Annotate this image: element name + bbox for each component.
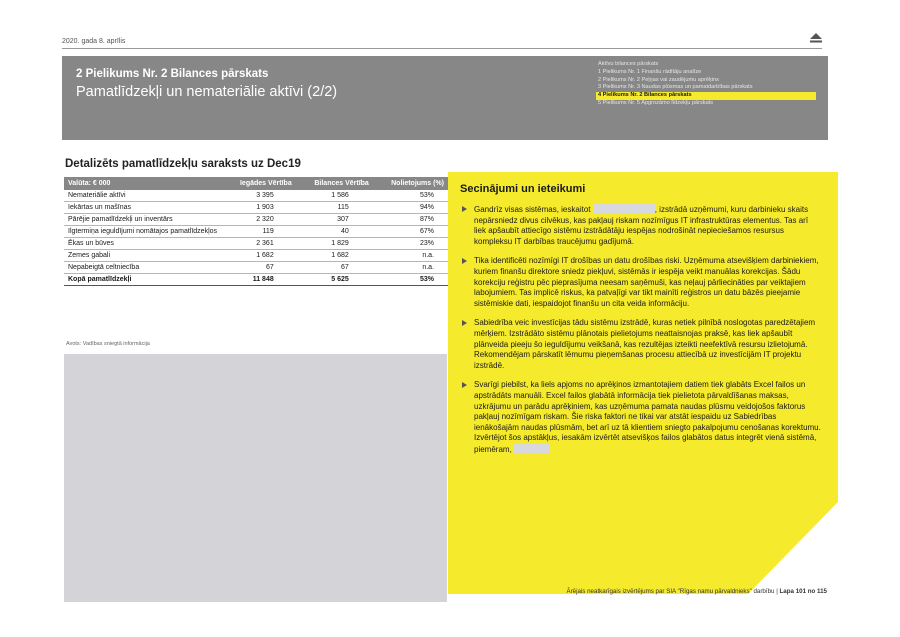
acquisition-value: 119 xyxy=(222,226,296,238)
header-subtitle: 2 Pielikums Nr. 2 Bilances pārskats xyxy=(76,68,269,80)
table-row xyxy=(64,190,448,202)
balance-value: 307 xyxy=(296,214,373,226)
conclusions-title: Secinājumi un ieteikumi xyxy=(460,183,586,195)
row-label: Nepabeigtā celtniecība xyxy=(64,262,222,274)
total-acquisition: 11 848 xyxy=(222,274,296,286)
table-title: Detalizēts pamatlīdzekļu saraksts uz Dec19 xyxy=(65,158,301,170)
section-toc xyxy=(596,61,816,108)
conclusion-text: Sabiedrība veic investīcijas tādu sistēmu izstrādē, kuras netiek pilnībā noslogotas paredzētajiem mērķiem. Izstrādāto sistēmu plānotais pielietojums neattaisnojas praksē, kas liek apšaubīt plānveida pieeju šo ieguldījumu veikšanā, kas rezultējas izteikti neefektīvā resursu izlietojumā. Rekomendējam pārskatīt lēmumu pieņemšanas procesu attiecībā uz investīcijām IT projektu izstrādē. xyxy=(474,318,816,370)
triangle-bullet-icon xyxy=(462,258,467,264)
total-depreciation: 53% xyxy=(373,274,448,286)
row-label: Ilgtermiņa ieguldījumi nomātajos pamatlīdzekļos xyxy=(64,226,222,238)
balance-value: 67 xyxy=(296,262,373,274)
row-label: Zemes gabali xyxy=(64,250,222,262)
conclusion-item xyxy=(460,204,822,247)
balance-value: 1 586 xyxy=(296,190,373,202)
total-label: Kopā pamatlīdzekļi xyxy=(64,274,222,286)
column-header-currency: Valūta: € 000 xyxy=(64,177,222,190)
depreciation-value: 67% xyxy=(373,226,448,238)
up-arrow-icon[interactable] xyxy=(809,31,823,45)
page-footer: Ārējais neatkarīgais izvērtējums par SIA "Rīgas namu pārvaldnieks" darbību | Lapa 101 no 115 xyxy=(566,588,827,595)
acquisition-value: 1 903 xyxy=(222,202,296,214)
depreciation-value: 94% xyxy=(373,202,448,214)
table-row xyxy=(64,238,448,250)
table-source: Avots: Vadības sniegtā informācija xyxy=(66,341,150,347)
depreciation-value: n.a. xyxy=(373,262,448,274)
image-placeholder xyxy=(64,354,447,602)
toc-item[interactable]: 3 Pielikums Nr. 3 Naudas plūsmas un pamatdarbības pārskats xyxy=(598,84,753,91)
acquisition-value: 2 361 xyxy=(222,238,296,250)
redacted-block xyxy=(514,444,550,453)
row-label: Ēkas un būves xyxy=(64,238,222,250)
acquisition-value: 2 320 xyxy=(222,214,296,226)
top-divider xyxy=(62,48,822,49)
conclusion-text: , izstrādā uzņēmumi, kuru darbinieku skaits nepārsniedz divus cilvēkus, kas pakļauj riskam nozīmīgus IT infrastruktūras elementus. Tas arī liek apšaubīt attiecīgo sistēmu izstrādātāju iespējas nodrošināt nepieciešamos resursus kompleksu IT darbības traucējumu gadījumā. xyxy=(474,205,809,246)
table-row xyxy=(64,262,448,274)
conclusion-item xyxy=(460,380,822,455)
table-row xyxy=(64,226,448,238)
conclusion-item xyxy=(460,318,822,371)
conclusion-item xyxy=(460,256,822,309)
total-balance: 5 625 xyxy=(296,274,373,286)
redacted-block xyxy=(593,204,655,213)
acquisition-value: 1 682 xyxy=(222,250,296,262)
row-label: Pārējie pamatlīdzekļi un inventārs xyxy=(64,214,222,226)
conclusion-text: Tika identificēti nozīmīgi IT drošības un datu drošības riski. Uzņēmuma atsevišķiem darbiniekiem, kuriem finanšu direktore sniedz piekļuvi, sistēmās ir iespēja veikt manuālas korekcijas. Šādu korekciju reģistru pēc pieprasījuma neesam saņēmuši, kas neļauj pārliecināties par veiktajiem labojumiem. Tas implicē riskus, ka patvaļīgi var tikt mainīti reģistros un datu bāzēs pieejamie sistēmiskie dati, iespaidojot finanšu un cita veida informāciju. xyxy=(474,256,819,308)
report-date: 2020. gada 8. aprīlis xyxy=(62,38,126,45)
conclusion-text: Svarīgi piebilst, ka liels apjoms no aprēķinos izmantotajiem datiem tiek glabāts Excel failos un apstrādāts manuāli. Excel failos glabātā informācija tiek pielietota pārvaldīšanas maksas, uzkrājumu un parādu aprēķiniem, kas uzņēmuma pamata naudas plūsmu veidojošos faktorus pakļauj nozīmīgam riskam. Šie riska faktori ne tikai var atstāt iespaidu uz Sabiedrības ienākošajām naudas plūsmām, bet arī uz tā klientiem sniegto pakalpojumu cenošanas korektumu. Izvērtējot šos apstākļus, iesakām izvērtēt atsevišķos failos glabātos datus integrēt vienā sistēmā, piemēram, xyxy=(474,380,821,454)
row-label: Nemateriālie aktīvi xyxy=(64,190,222,202)
triangle-bullet-icon xyxy=(462,320,467,326)
acquisition-value: 3 395 xyxy=(222,190,296,202)
column-header-depreciation: Nolietojums (%) xyxy=(373,177,448,190)
column-header-acquisition: Iegādes Vērtība xyxy=(222,177,296,190)
depreciation-value: 87% xyxy=(373,214,448,226)
table-row xyxy=(64,214,448,226)
row-label: Iekārtas un mašīnas xyxy=(64,202,222,214)
table-header-row xyxy=(64,177,448,190)
acquisition-value: 67 xyxy=(222,262,296,274)
toc-item[interactable]: Aktīvu bilances pārskats xyxy=(598,61,659,67)
page-header xyxy=(62,56,828,140)
conclusions-panel xyxy=(448,172,838,594)
toc-item-active[interactable]: 4 Pielikums Nr. 2 Bilances pārskats xyxy=(596,92,816,100)
table-row xyxy=(64,250,448,262)
table-total-row xyxy=(64,274,448,286)
toc-item[interactable]: 1 Pielikums Nr. 1 Finanšu rādītāju analīze xyxy=(598,68,702,75)
column-header-balance: Bilances Vērtība xyxy=(296,177,373,190)
fixed-assets-table xyxy=(64,177,448,286)
table-row xyxy=(64,202,448,214)
triangle-bullet-icon xyxy=(462,206,467,212)
depreciation-value: 23% xyxy=(373,238,448,250)
conclusion-text: Gandrīz visas sistēmas, ieskaitot xyxy=(474,205,591,214)
toc-item[interactable]: 5 Pielikums Nr. 5 Apgrozāmo līdzekļu pārskats xyxy=(598,99,714,106)
depreciation-value: n.a. xyxy=(373,250,448,262)
page-number: Lapa 101 no 115 xyxy=(779,588,827,595)
balance-value: 1 682 xyxy=(296,250,373,262)
depreciation-value: 53% xyxy=(373,190,448,202)
balance-value: 40 xyxy=(296,226,373,238)
balance-value: 115 xyxy=(296,202,373,214)
page-title: Pamatlīdzekļi un nemateriālie aktīvi (2/2) xyxy=(76,84,338,100)
footer-text: Ārējais neatkarīgais izvērtējums par SIA "Rīgas namu pārvaldnieks" darbību xyxy=(566,588,775,595)
balance-value: 1 829 xyxy=(296,238,373,250)
triangle-bullet-icon xyxy=(462,382,467,388)
toc-item[interactable]: 2 Pielikums Nr. 2 Peļņas vai zaudējumu aprēķins xyxy=(598,76,719,83)
